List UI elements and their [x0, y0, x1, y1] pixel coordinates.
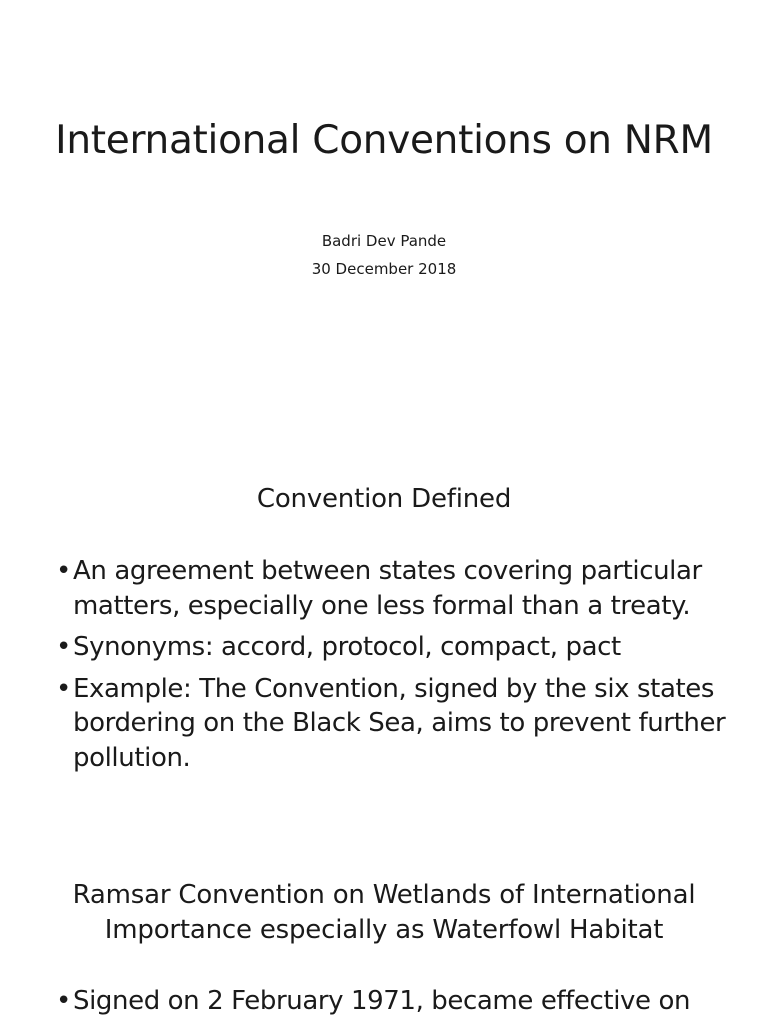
ramsar-convention-slide — [0, 844, 768, 1024]
bullet-item — [56, 554, 728, 623]
bullet-item — [56, 984, 728, 1019]
title-slide — [0, 0, 768, 432]
slide-heading: Ramsar Convention on Wetlands of International Importance especially as Waterfowl Habitat — [72, 880, 696, 945]
presentation-date: 30 December 2018 — [311, 260, 457, 278]
bullet-icon: • — [56, 556, 71, 586]
bullet-text: Signed on 2 February 1971, became effective on — [73, 986, 691, 1016]
bullet-list — [56, 554, 728, 782]
bullet-list — [56, 984, 728, 1024]
author-name: Badri Dev Pande — [321, 232, 447, 250]
bullet-icon: • — [56, 986, 71, 1016]
bullet-text: Synonyms: accord, protocol, compact, pact — [73, 632, 621, 662]
bullet-icon: • — [56, 673, 71, 704]
bullet-icon: • — [56, 632, 71, 662]
bullet-text: Example: The Convention, signed by the six states bordering on the Black Sea, aims to prevent further pollution. — [73, 673, 726, 773]
convention-defined-slide — [0, 432, 768, 844]
bullet-item — [56, 630, 728, 665]
slide-heading: Convention Defined — [256, 484, 512, 514]
bullet-item — [56, 672, 728, 776]
presentation-title: International Conventions on NRM — [55, 118, 713, 163]
bullet-text: An agreement between states covering particular matters, especially one less formal than a treaty. — [73, 556, 702, 621]
